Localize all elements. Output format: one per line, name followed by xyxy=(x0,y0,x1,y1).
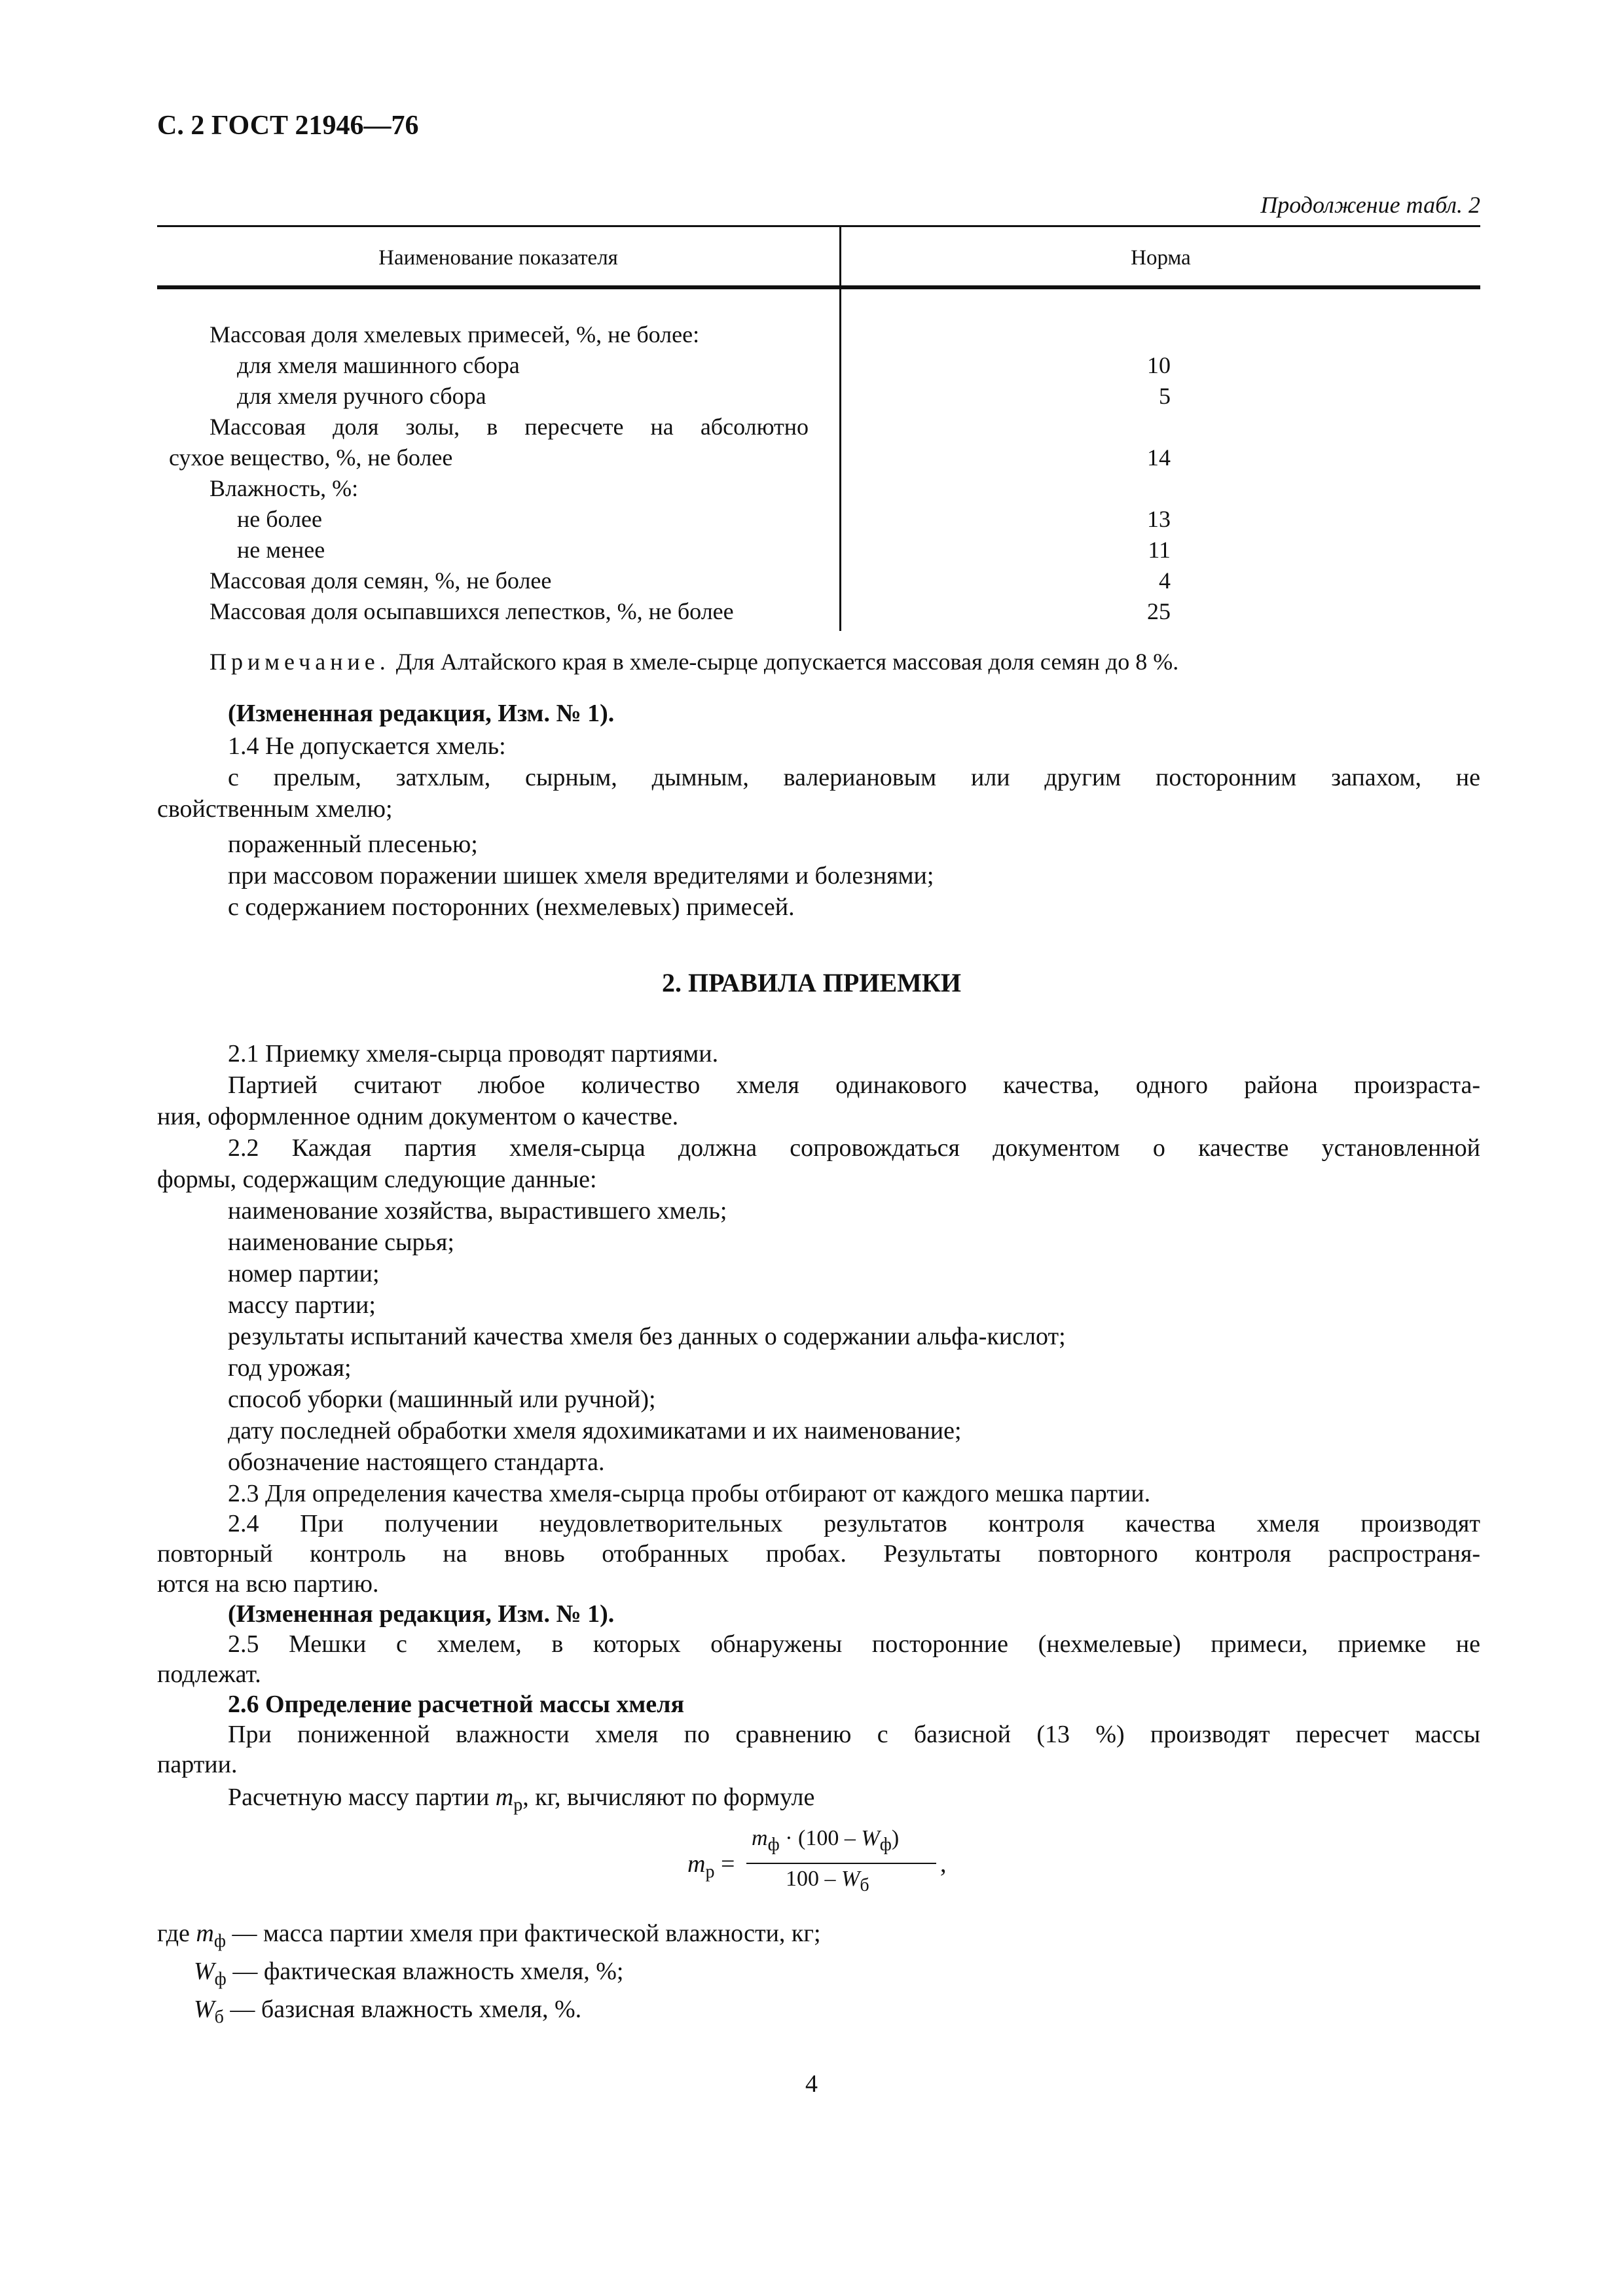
table-row-norm: 5 xyxy=(1159,383,1171,409)
table-note xyxy=(210,648,1178,675)
paragraph-2-6: При пониженной влажности хмеля по сравнению с базисной (13 %) производят пересчет массы xyxy=(228,1721,1480,1748)
formula-fraction-bar xyxy=(746,1863,936,1864)
column-header-name: Наименование показателя xyxy=(378,246,618,270)
formula-where-mf: где $m_ф$ — масса партии хмеля при фактической влажности, кг; xyxy=(157,1920,821,1952)
formula-lhs: $m_р$ = xyxy=(687,1850,735,1882)
table-column-divider xyxy=(839,225,841,631)
table-row-norm: 10 xyxy=(1147,352,1171,378)
document-header: С. 2 ГОСТ 21946—76 xyxy=(157,111,419,141)
table-row-name: Массовая доля золы, в пересчете на абсолютно xyxy=(210,414,809,440)
paragraph-2-4: ются на всю партию. xyxy=(157,1570,379,1598)
list-item: год урожая; xyxy=(228,1354,352,1382)
paragraph-2-1: 2.1 Приемку хмеля-сырца проводят партиями. xyxy=(228,1040,719,1067)
formula-numerator: $m_ф \cdot (100 - W_ф)$ xyxy=(752,1826,900,1855)
list-item: результаты испытаний качества хмеля без данных о содержании альфа-кислот; xyxy=(228,1323,1066,1350)
formula-where-wf: $W_ф$ — фактическая влажность хмеля, %; xyxy=(194,1958,624,1990)
table-row-name: сухое вещество, %, не более xyxy=(169,444,453,471)
paragraph-1-4-item: с содержанием посторонних (нехмелевых) примесей. xyxy=(228,893,795,921)
paragraph-2-2: 2.2 Каждая партия хмеля-сырца должна сопровождаться документом о качестве установленной xyxy=(228,1134,1480,1162)
paragraph-2-1-text: Партией считают любое количество хмеля одинакового качества, одного района произраста- xyxy=(228,1071,1480,1099)
table-row-name: Массовая доля семян, %, не более xyxy=(210,567,552,594)
paragraph-1-4-item: свойственным хмелю; xyxy=(157,795,393,823)
table-row-name: Массовая доля хмелевых примесей, %, не более: xyxy=(210,321,700,348)
paragraph-2-1-text: ния, оформленное одним документом о качестве. xyxy=(157,1103,679,1130)
table-row-norm: 14 xyxy=(1147,444,1171,471)
formula-comma: , xyxy=(940,1850,947,1878)
note-text: Для Алтайского края в хмеле-сырце допускается массовая доля семян до 8 %. xyxy=(390,649,1179,675)
paragraph-2-4: повторный контроль на вновь отобранных пробах. Результаты повторного контроля распространя- xyxy=(157,1540,1480,1568)
table-row-norm: 25 xyxy=(1147,598,1171,624)
section-heading: 2. ПРАВИЛА ПРИЕМКИ xyxy=(661,968,961,997)
paragraph-2-3: 2.3 Для определения качества хмеля-сырца пробы отбирают от каждого мешка партии. xyxy=(228,1480,1151,1507)
table-header-rule xyxy=(157,285,1480,289)
list-item: способ уборки (машинный или ручной); xyxy=(228,1386,656,1413)
paragraph-2-5: 2.5 Мешки с хмелем, в которых обнаружены посторонние (нехмелевые) примеси, приемке не xyxy=(228,1630,1480,1658)
table-row-name: для хмеля машинного сбора xyxy=(237,352,520,378)
table-row-name: Влажность, %: xyxy=(210,475,359,501)
list-item: массу партии; xyxy=(228,1291,376,1319)
table-continuation-label: Продолжение табл. 2 xyxy=(1260,192,1480,218)
paragraph-2-6: партии. xyxy=(157,1751,238,1778)
table-top-rule xyxy=(157,225,1480,227)
paragraph-1-4: 1.4 Не допускается хмель: xyxy=(228,732,506,760)
table-row-norm: 13 xyxy=(1147,506,1171,532)
table-row-norm: 4 xyxy=(1159,567,1171,594)
list-item: дату последней обработки хмеля ядохимикатами и их наименование; xyxy=(228,1417,962,1444)
paragraph-1-4-item: при массовом поражении шишек хмеля вредителями и болезнями; xyxy=(228,862,934,889)
list-item: номер партии; xyxy=(228,1260,380,1287)
table-row-name: не более xyxy=(237,506,323,532)
column-header-norm: Норма xyxy=(1131,246,1191,270)
table-row-name: не менее xyxy=(237,537,325,563)
paragraph-2-2: формы, содержащим следующие данные: xyxy=(157,1166,597,1193)
list-item: наименование сырья; xyxy=(228,1229,454,1256)
formula-denominator: $100 - W_б$ xyxy=(786,1867,869,1895)
page-number: 4 xyxy=(805,2070,818,2098)
formula-where-wb: $W_б$ — базисная влажность хмеля, %. xyxy=(194,1996,582,2028)
note-label: Примечание. xyxy=(210,649,390,675)
table-row-norm: 11 xyxy=(1148,537,1171,563)
table-row-name: для хмеля ручного сбора xyxy=(237,383,486,409)
paragraph-2-6-formula-intro: Расчетную массу партии $m_р$, кг, вычисляют по формуле xyxy=(228,1784,815,1816)
table-row-name: Массовая доля осыпавшихся лепестков, %, не более xyxy=(210,598,734,624)
paragraph-2-4: 2.4 При получении неудовлетворительных результатов контроля качества хмеля производят xyxy=(228,1510,1480,1537)
amendment-note: (Измененная редакция, Изм. № 1). xyxy=(228,1600,615,1628)
paragraph-1-4-item: с прелым, затхлым, сырным, дымным, валериановым или другим посторонним запахом, не xyxy=(228,764,1480,791)
list-item: наименование хозяйства, вырастившего хмель; xyxy=(228,1197,727,1225)
amendment-note: (Измененная редакция, Изм. № 1). xyxy=(228,700,615,727)
list-item: обозначение настоящего стандарта. xyxy=(228,1448,605,1476)
paragraph-1-4-item: пораженный плесенью; xyxy=(228,831,478,858)
paragraph-2-5: подлежат. xyxy=(157,1660,261,1688)
paragraph-2-6-title: 2.6 Определение расчетной массы хмеля xyxy=(228,1691,685,1718)
